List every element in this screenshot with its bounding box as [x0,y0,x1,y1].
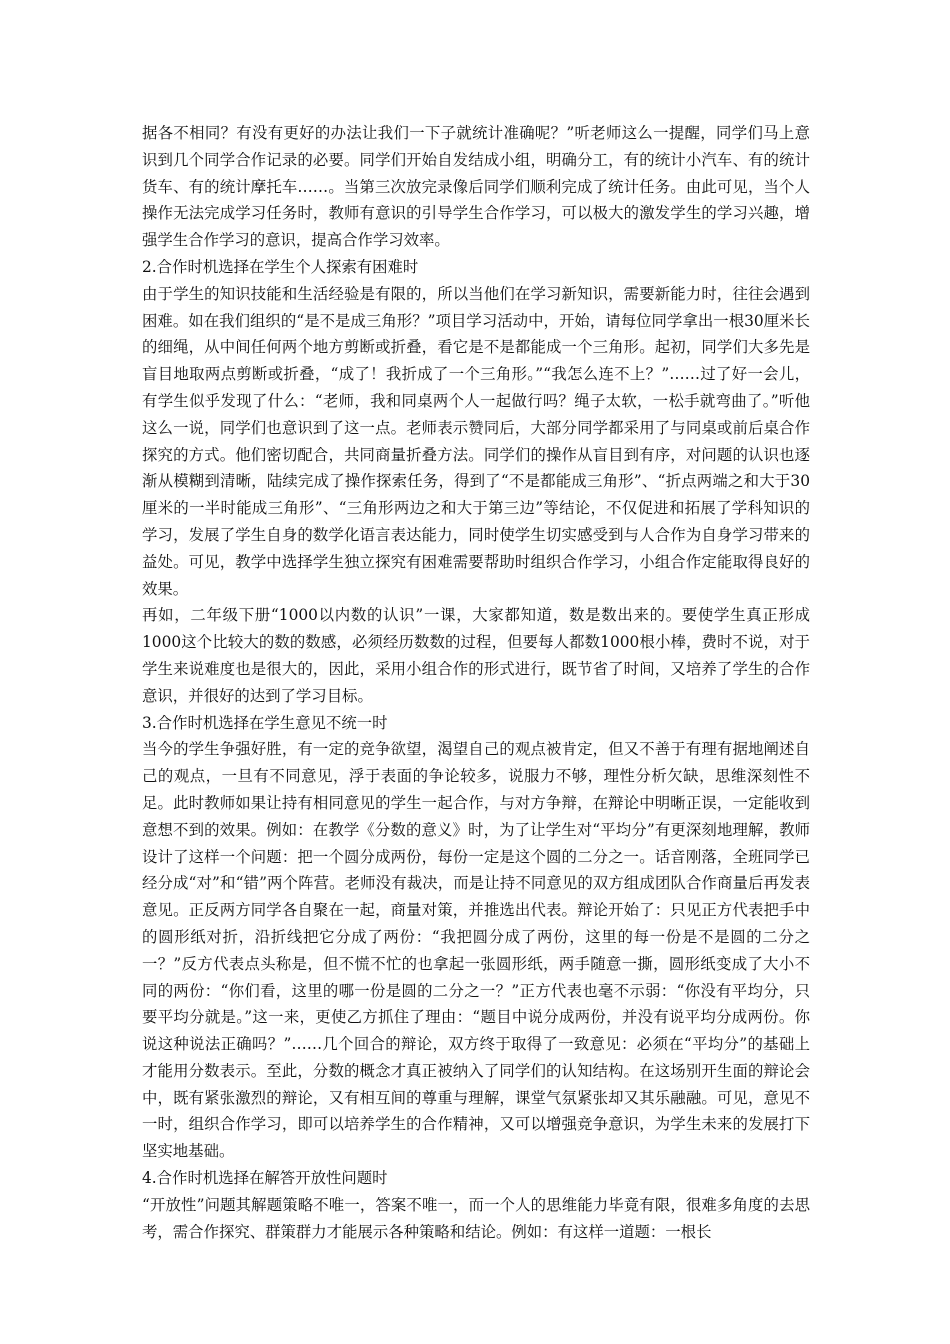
paragraph: 当今的学生争强好胜，有一定的竞争欲望，渴望自己的观点被肯定，但又不善于有理有据地阐述自己的观点，一旦有不同意见，浮于表面的争论较多，说服力不够，理性分析欠缺，思维深刻性不足。此时教师如果让持有相同意见的学生一起合作，与对方争辩，在辩论中明晰正误，一定能收到意想不到的效果。例如：在教学《分数的意义》时，为了让学生对“平均分”有更深刻地理解，教师设计了这样一个问题：把一个圆分成两份，每份一定是这个圆的二分之一。话音刚落，全班同学已经分成“对”和“错”两个阵营。老师没有裁决，而是让持不同意见的双方组成团队合作商量后再发表意见。正反两方同学各自聚在一起，商量对策，并推选出代表。辩论开始了：只见正方代表把手中的圆形纸对折，沿折线把它分成了两份：“我把圆分成了两份，这里的每一份是不是圆的二分之一？”反方代表点头称是，但不慌不忙的也拿起一张圆形纸，两手随意一撕，圆形纸变成了大小不同的两份：“你们看，这里的哪一份是圆的二分之一？”正方代表也毫不示弱：“你没有平均分，只要平均分就是。”这一来，更使乙方抓住了理由：“题目中说分成两份，并没有说平均分成两份。你说这种说法正确吗？”……几个回合的辩论，双方终于取得了一致意见：必须在“平均分”的基础上才能用分数表示。至此，分数的概念才真正被纳入了同学们的认知结构。在这场别开生面的辩论会中，既有紧张激烈的辩论，又有相互间的尊重与理解，课堂气氛紧张却又其乐融融。可见，意见不一时，组织合作学习，即可以培养学生的合作精神，又可以增强竞争意识，为学生未来的发展打下坚实地基础。 [142,740,810,1161]
section-heading: 2.合作时机选择在学生个人探索有困难时 [142,257,419,276]
section-heading: 3.合作时机选择在学生意见不统一时 [142,713,388,732]
paragraph: “开放性”问题其解题策略不唯一，答案不唯一，而一个人的思维能力毕竟有限，很难多角度的去思考，需合作探究、群策群力才能展示各种策略和结论。例如：有这样一道题：一根长 [142,1195,810,1241]
paragraph: 再如，二年级下册“1000以内数的认识”一课，大家都知道，数是数出来的。要使学生真正形成1000这个比较大的数的数感，必须经历数数的过程，但要每人都数1000根小棒，费时不说，对于学生来说难度也是很大的，因此，采用小组合作的形式进行，既节省了时间，又培养了学生的合作意识，并很好的达到了学习目标。 [142,606,810,705]
paragraph: 由于学生的知识技能和生活经验是有限的，所以当他们在学习新知识，需要新能力时，往往会遇到困难。如在我们组织的“是不是成三角形？”项目学习活动中，开始，请每位同学拿出一根30厘米长的细绳，从中间任何两个地方剪断或折叠，看它是不是都能成一个三角形。起初，同学们大多先是盲目地取两点剪断或折叠，“成了！我折成了一个三角形。”“我怎么连不上？”……过了好一会儿，有学生似乎发现了什么：“老师，我和同桌两个人一起做行吗？绳子太软，一松手就弯曲了。”听他这么一说，同学们也意识到了这一点。老师表示赞同后，大部分同学都采用了与同桌或前后桌合作探究的方式。他们密切配合，共同商量折叠方法。同学们的操作从盲目到有序，对问题的认识也逐渐从模糊到清晰，陆续完成了操作探索任务，得到了“不是都能成三角形”、“折点两端之和大于30厘米的一半时能成三角形”、“三角形两边之和大于第三边”等结论，不仅促进和拓展了学科知识的学习，发展了学生自身的数学化语言表达能力，同时使学生切实感受到与人合作为自身学习带来的益处。可见，教学中选择学生独立探究有困难需要帮助时组织合作学习，小组合作定能取得良好的效果。 [142,284,810,598]
section-heading: 4.合作时机选择在解答开放性问题时 [142,1169,388,1188]
paragraph: 据各不相同？有没有更好的办法让我们一下子就统计准确呢？”听老师这么一提醒，同学们马上意识到几个同学合作记录的必要。同学们开始自发结成小组，明确分工，有的统计小汽车、有的统计货车、有的统计摩托车……。当第三次放完录像后同学们顺利完成了统计任务。由此可见，当个人操作无法完成学习任务时，教师有意识的引导学生合作学习，可以极大的激发学生的学习兴趣，增强学生合作学习的意识，提高合作学习效率。 [142,124,810,250]
document-body [142,120,810,1245]
